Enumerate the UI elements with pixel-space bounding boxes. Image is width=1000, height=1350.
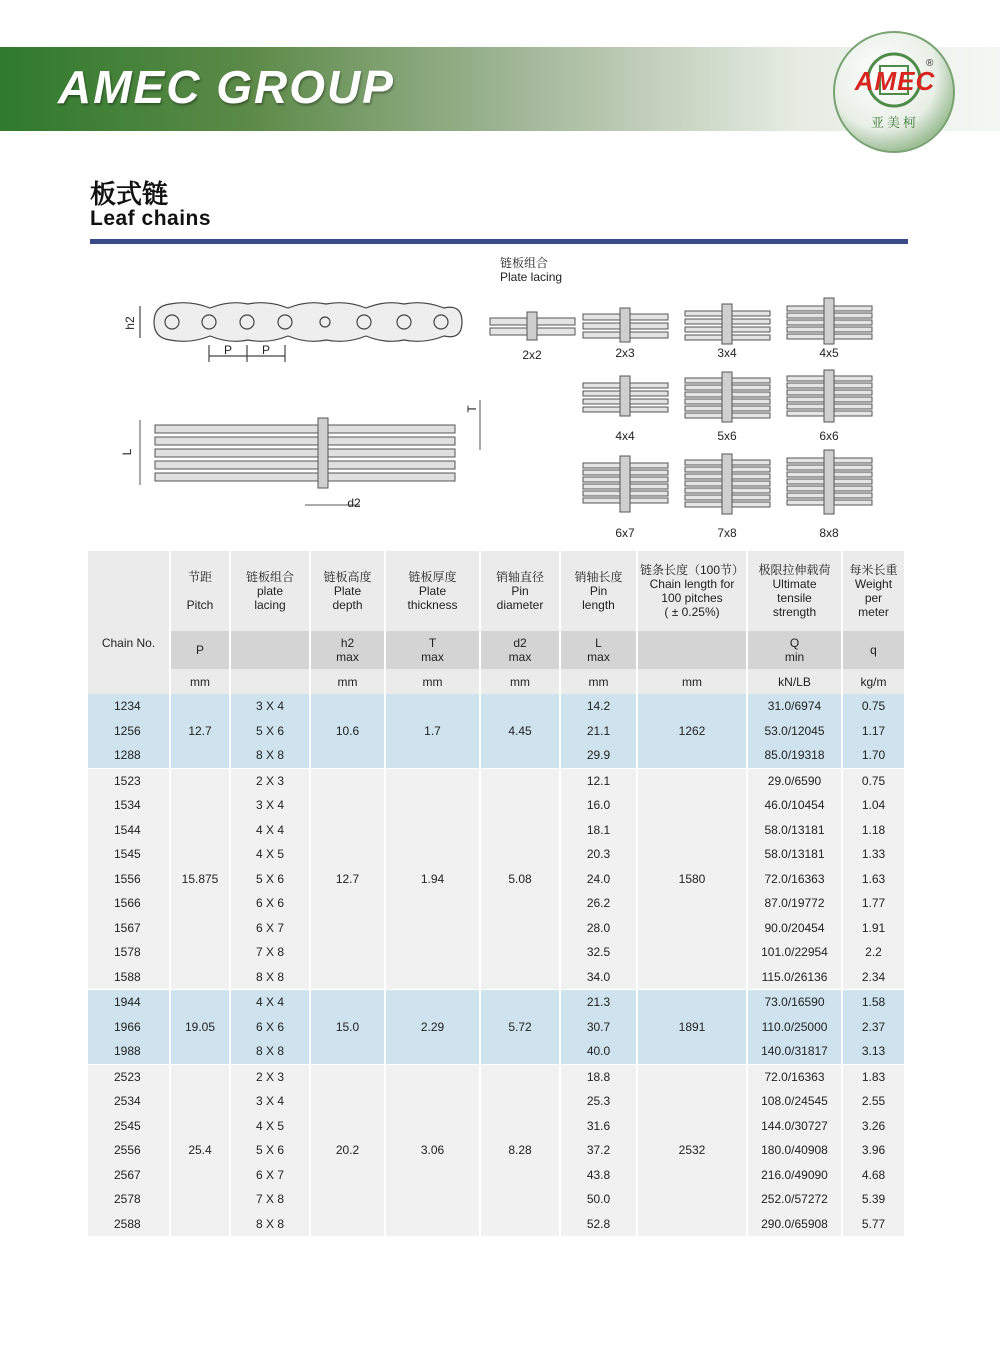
plate-lacing-title-en: Plate lacing	[500, 270, 563, 284]
lacing-label-2x3: 2x3	[615, 346, 635, 360]
chain-technical-drawing	[0, 0, 1000, 550]
cell-pin-length: 31.6	[560, 1114, 637, 1139]
cell-uts: 115.0/26136	[747, 965, 842, 990]
registered-mark: ®	[926, 58, 934, 69]
cell-chain-no: 1988	[88, 1039, 170, 1064]
cell-lacing: 8 X 8	[230, 743, 310, 768]
cell-weight: 3.13	[842, 1039, 905, 1064]
cell-weight: 1.63	[842, 867, 905, 892]
cell-lacing: 4 X 5	[230, 1114, 310, 1139]
cell-uts: 72.0/16363	[747, 867, 842, 892]
cell-uts: 72.0/16363	[747, 1064, 842, 1089]
cell-pin-length: 18.1	[560, 818, 637, 843]
cell-chain-length: 1891	[637, 990, 747, 1065]
cell-pin-length: 37.2	[560, 1138, 637, 1163]
cell-lacing: 4 X 4	[230, 818, 310, 843]
cell-uts: 29.0/6590	[747, 768, 842, 793]
cell-chain-no: 1588	[88, 965, 170, 990]
cell-plate-depth: 20.2	[310, 1064, 385, 1236]
cell-weight: 1.33	[842, 842, 905, 867]
cell-uts: 180.0/40908	[747, 1138, 842, 1163]
brand-title: AMEC GROUP	[58, 61, 395, 113]
cell-weight: 2.55	[842, 1089, 905, 1114]
cell-uts: 87.0/19772	[747, 891, 842, 916]
header-weight: 每米长重 Weight per meter	[842, 551, 905, 631]
cell-weight: 4.68	[842, 1163, 905, 1188]
cell-plate-thickness: 3.06	[385, 1064, 480, 1236]
logo-wordmark: AMEC	[854, 66, 936, 96]
cell-lacing: 8 X 8	[230, 1212, 310, 1237]
cell-pitch: 15.875	[170, 768, 230, 990]
cell-lacing: 5 X 6	[230, 867, 310, 892]
cell-pin-length: 50.0	[560, 1187, 637, 1212]
header-pitch: 节距 Pitch	[170, 551, 230, 631]
cell-chain-length: 1262	[637, 694, 747, 768]
cell-chain-no: 1256	[88, 719, 170, 744]
symbol-lacing-empty	[230, 631, 310, 669]
table-row	[88, 694, 905, 719]
lacing-label-2x2: 2x2	[522, 348, 542, 362]
cell-uts: 85.0/19318	[747, 743, 842, 768]
cell-lacing: 4 X 5	[230, 842, 310, 867]
cell-chain-no: 1234	[88, 694, 170, 719]
symbol-q-weight: q	[842, 631, 905, 669]
cell-pin-diameter: 4.45	[480, 694, 560, 768]
cell-lacing: 5 X 6	[230, 719, 310, 744]
cell-lacing: 2 X 3	[230, 1064, 310, 1089]
cell-lacing: 7 X 8	[230, 940, 310, 965]
dim-d2-label: d2	[347, 496, 361, 510]
unit-pitch: mm	[170, 669, 230, 694]
symbol-p: P	[170, 631, 230, 669]
cell-pin-length: 14.2	[560, 694, 637, 719]
chain-side-view	[140, 303, 462, 362]
cell-pitch: 12.7	[170, 694, 230, 768]
cell-pin-length: 32.5	[560, 940, 637, 965]
header-pin-length: 销轴长度 Pin length	[560, 551, 637, 631]
cell-chain-no: 2534	[88, 1089, 170, 1114]
cell-uts: 144.0/30727	[747, 1114, 842, 1139]
cell-lacing: 2 X 3	[230, 768, 310, 793]
cell-weight: 1.91	[842, 916, 905, 941]
header-uts: 极限拉伸载荷 Ultimate tensile strength	[747, 551, 842, 631]
cell-lacing: 3 X 4	[230, 1089, 310, 1114]
lacing-label-3x4: 3x4	[717, 346, 737, 360]
table-row	[88, 768, 905, 793]
cell-chain-no: 1545	[88, 842, 170, 867]
cell-weight: 1.77	[842, 891, 905, 916]
cell-uts: 101.0/22954	[747, 940, 842, 965]
cell-pin-diameter: 5.72	[480, 990, 560, 1065]
symbol-t: T max	[385, 631, 480, 669]
cell-pin-diameter: 8.28	[480, 1064, 560, 1236]
header-pin-diameter: 销轴直径 Pin diameter	[480, 551, 560, 631]
cell-plate-thickness: 1.7	[385, 694, 480, 768]
cell-chain-no: 1544	[88, 818, 170, 843]
cell-uts: 290.0/65908	[747, 1212, 842, 1237]
cell-weight: 1.58	[842, 990, 905, 1015]
dim-p-label-2: P	[261, 343, 270, 357]
cell-weight: 2.2	[842, 940, 905, 965]
lacing-label-5x6: 5x6	[717, 429, 737, 443]
lacing-label-4x4: 4x4	[615, 429, 635, 443]
cell-lacing: 4 X 4	[230, 990, 310, 1015]
cell-pin-length: 30.7	[560, 1015, 637, 1040]
unit-l: mm	[560, 669, 637, 694]
cell-pin-length: 24.0	[560, 867, 637, 892]
section-title-cn: 板式链	[90, 179, 169, 209]
header-chain-length: 链条长度（100节） Chain length for 100 pitches ( ± 0.25%)	[637, 551, 747, 631]
cell-chain-no: 1567	[88, 916, 170, 941]
symbol-d2: d2 max	[480, 631, 560, 669]
cell-lacing: 7 X 8	[230, 1187, 310, 1212]
cell-plate-thickness: 1.94	[385, 768, 480, 990]
unit-uts: kN/LB	[747, 669, 842, 694]
cell-chain-no: 1566	[88, 891, 170, 916]
cell-weight: 3.26	[842, 1114, 905, 1139]
header-lacing: 链板组合 plate lacing	[230, 551, 310, 631]
cell-pin-length: 18.8	[560, 1064, 637, 1089]
plate-lacing-title-cn: 链板组合	[500, 256, 549, 270]
cell-pin-length: 52.8	[560, 1212, 637, 1237]
cell-uts: 108.0/24545	[747, 1089, 842, 1114]
lacing-label-6x6: 6x6	[819, 429, 839, 443]
cell-lacing: 3 X 4	[230, 793, 310, 818]
cell-pin-length: 29.9	[560, 743, 637, 768]
cell-weight: 2.37	[842, 1015, 905, 1040]
chain-top-view	[140, 400, 480, 505]
symbol-chain-length-empty	[637, 631, 747, 669]
cell-weight: 1.70	[842, 743, 905, 768]
cell-lacing: 6 X 6	[230, 891, 310, 916]
symbol-l: L max	[560, 631, 637, 669]
cell-chain-no: 2588	[88, 1212, 170, 1237]
unit-h2: mm	[310, 669, 385, 694]
cell-uts: 53.0/12045	[747, 719, 842, 744]
cell-uts: 58.0/13181	[747, 842, 842, 867]
dim-h2-label: h2	[123, 316, 137, 330]
cell-pin-length: 16.0	[560, 793, 637, 818]
cell-weight: 2.34	[842, 965, 905, 990]
symbol-q: Q min	[747, 631, 842, 669]
cell-chain-no: 2578	[88, 1187, 170, 1212]
lacing-label-4x5: 4x5	[819, 346, 839, 360]
cell-uts: 46.0/10454	[747, 793, 842, 818]
cell-pin-length: 25.3	[560, 1089, 637, 1114]
cell-lacing: 6 X 7	[230, 1163, 310, 1188]
unit-t: mm	[385, 669, 480, 694]
dim-t-label: T	[465, 405, 479, 413]
table-row	[88, 1064, 905, 1089]
cell-pin-length: 28.0	[560, 916, 637, 941]
cell-weight: 1.18	[842, 818, 905, 843]
cell-chain-no: 2545	[88, 1114, 170, 1139]
plate-lacing-diagrams	[490, 298, 872, 514]
cell-chain-no: 2567	[88, 1163, 170, 1188]
cell-chain-no: 1578	[88, 940, 170, 965]
cell-chain-length: 1580	[637, 768, 747, 990]
cell-weight: 5.39	[842, 1187, 905, 1212]
cell-pitch: 25.4	[170, 1064, 230, 1236]
cell-plate-depth: 15.0	[310, 990, 385, 1065]
cell-pitch: 19.05	[170, 990, 230, 1065]
cell-uts: 90.0/20454	[747, 916, 842, 941]
cell-uts: 110.0/25000	[747, 1015, 842, 1040]
cell-lacing: 3 X 4	[230, 694, 310, 719]
cell-chain-length: 2532	[637, 1064, 747, 1236]
dim-p-label-1: P	[223, 343, 232, 357]
unit-d2: mm	[480, 669, 560, 694]
cell-chain-no: 1534	[88, 793, 170, 818]
cell-pin-length: 26.2	[560, 891, 637, 916]
cell-pin-length: 34.0	[560, 965, 637, 990]
unit-weight: kg/m	[842, 669, 905, 694]
lacing-label-6x7: 6x7	[615, 526, 635, 540]
cell-weight: 1.83	[842, 1064, 905, 1089]
lacing-label-7x8: 7x8	[717, 526, 737, 540]
header-chain-no: Chain No.	[88, 551, 170, 694]
cell-plate-thickness: 2.29	[385, 990, 480, 1065]
cell-uts: 140.0/31817	[747, 1039, 842, 1064]
cell-chain-no: 1966	[88, 1015, 170, 1040]
cell-uts: 58.0/13181	[747, 818, 842, 843]
header-plate-depth: 链板高度 Plate depth	[310, 551, 385, 631]
cell-lacing: 5 X 6	[230, 1138, 310, 1163]
cell-weight: 1.17	[842, 719, 905, 744]
symbol-h2: h2 max	[310, 631, 385, 669]
cell-pin-diameter: 5.08	[480, 768, 560, 990]
cell-weight: 0.75	[842, 768, 905, 793]
cell-weight: 1.04	[842, 793, 905, 818]
lacing-label-8x8: 8x8	[819, 526, 839, 540]
cell-plate-depth: 10.6	[310, 694, 385, 768]
table-row	[88, 990, 905, 1015]
section-title-en: Leaf chains	[90, 207, 212, 230]
cell-weight: 5.77	[842, 1212, 905, 1237]
cell-lacing: 6 X 7	[230, 916, 310, 941]
cell-uts: 216.0/49090	[747, 1163, 842, 1188]
unit-chain-length: mm	[637, 669, 747, 694]
cell-chain-no: 1523	[88, 768, 170, 793]
cell-uts: 31.0/6974	[747, 694, 842, 719]
cell-uts: 73.0/16590	[747, 990, 842, 1015]
cell-lacing: 6 X 6	[230, 1015, 310, 1040]
unit-lacing-empty	[230, 669, 310, 694]
cell-chain-no: 1556	[88, 867, 170, 892]
cell-pin-length: 43.8	[560, 1163, 637, 1188]
cell-pin-length: 21.3	[560, 990, 637, 1015]
cell-lacing: 8 X 8	[230, 965, 310, 990]
logo-chinese-name: 亚美柯	[870, 115, 919, 130]
cell-uts: 252.0/57272	[747, 1187, 842, 1212]
cell-lacing: 8 X 8	[230, 1039, 310, 1064]
cell-weight: 0.75	[842, 694, 905, 719]
cell-pin-length: 21.1	[560, 719, 637, 744]
cell-chain-no: 1944	[88, 990, 170, 1015]
dim-l-label: L	[120, 448, 134, 456]
cell-pin-length: 20.3	[560, 842, 637, 867]
cell-weight: 3.96	[842, 1138, 905, 1163]
cell-plate-depth: 12.7	[310, 768, 385, 990]
cell-chain-no: 2556	[88, 1138, 170, 1163]
header-plate-thickness: 链板厚度 Plate thickness	[385, 551, 480, 631]
cell-chain-no: 2523	[88, 1064, 170, 1089]
leaf-chain-spec-table	[88, 551, 906, 1236]
cell-pin-length: 12.1	[560, 768, 637, 793]
spec-table-body	[88, 694, 905, 1236]
cell-pin-length: 40.0	[560, 1039, 637, 1064]
cell-chain-no: 1288	[88, 743, 170, 768]
